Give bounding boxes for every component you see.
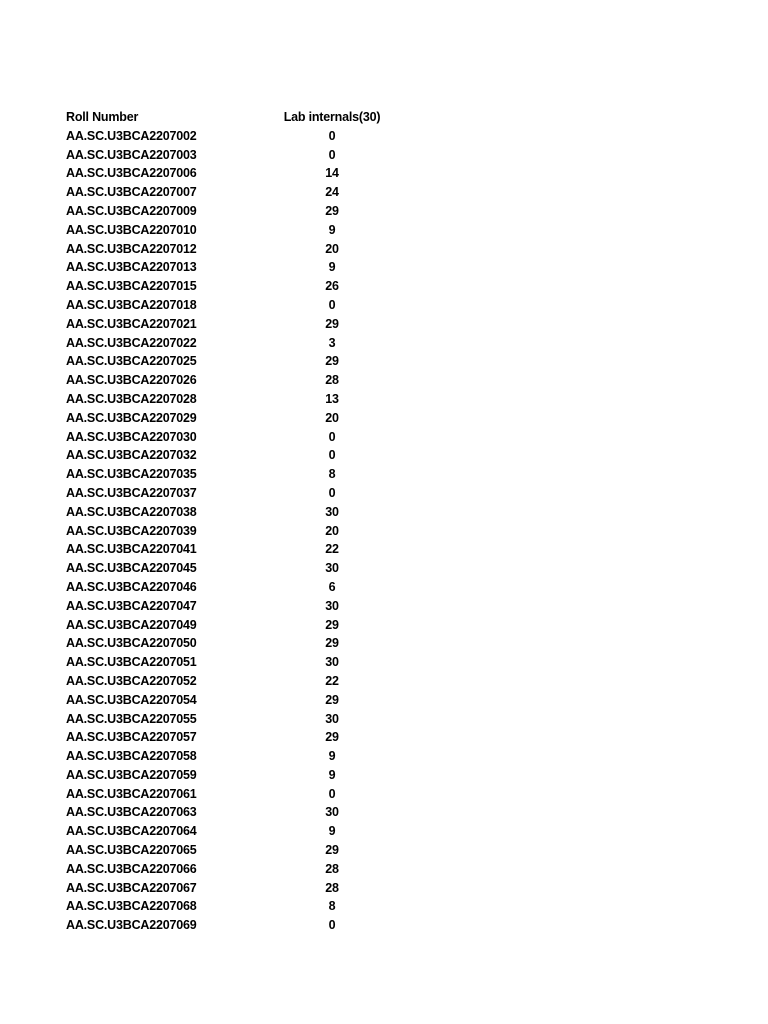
- lab-internals-cell: 9: [328, 749, 336, 764]
- lab-internals-cell: 0: [328, 786, 336, 801]
- table-row: [66, 747, 426, 766]
- roll-number-cell: AA.SC.U3BCA2207067: [66, 880, 197, 895]
- lab-internals-cell: 29: [325, 692, 339, 707]
- table-row: [66, 183, 426, 202]
- roll-number-cell: AA.SC.U3BCA2207028: [66, 391, 197, 406]
- roll-number-cell: AA.SC.U3BCA2207025: [66, 354, 197, 369]
- table-row: [66, 352, 426, 371]
- lab-internals-cell: 29: [325, 316, 339, 331]
- table-row: [66, 578, 426, 597]
- lab-internals-cell: 29: [325, 354, 339, 369]
- roll-number-cell: AA.SC.U3BCA2207049: [66, 617, 197, 632]
- lab-internals-cell: 0: [328, 918, 336, 933]
- table-row: [66, 785, 426, 804]
- lab-internals-cell: 28: [325, 373, 339, 388]
- lab-internals-cell: 29: [325, 203, 339, 218]
- roll-number-cell: AA.SC.U3BCA2207041: [66, 542, 197, 557]
- roll-number-cell: AA.SC.U3BCA2207003: [66, 147, 197, 162]
- table-row: [66, 127, 426, 146]
- roll-number-cell: AA.SC.U3BCA2207007: [66, 185, 197, 200]
- roll-number-cell: AA.SC.U3BCA2207030: [66, 429, 197, 444]
- table-row: [66, 296, 426, 315]
- table-row: [66, 653, 426, 672]
- roll-number-cell: AA.SC.U3BCA2207032: [66, 448, 197, 463]
- roll-number-cell: AA.SC.U3BCA2207059: [66, 767, 197, 782]
- lab-internals-cell: 20: [325, 410, 339, 425]
- table-row: [66, 146, 426, 165]
- lab-internals-cell: 28: [325, 880, 339, 895]
- lab-internals-cell: 0: [328, 297, 336, 312]
- roll-number-cell: AA.SC.U3BCA2207046: [66, 579, 197, 594]
- roll-number-cell: AA.SC.U3BCA2207026: [66, 373, 197, 388]
- table-row: [66, 409, 426, 428]
- table-row: [66, 691, 426, 710]
- lab-internals-cell: 13: [325, 391, 339, 406]
- table-row: [66, 672, 426, 691]
- lab-internals-cell: 0: [328, 128, 336, 143]
- table-row: [66, 428, 426, 447]
- table-row: [66, 202, 426, 221]
- table-row: [66, 371, 426, 390]
- lab-internals-cell: 0: [328, 429, 336, 444]
- roll-number-cell: AA.SC.U3BCA2207029: [66, 410, 197, 425]
- lab-internals-cell: 29: [325, 730, 339, 745]
- lab-internals-cell: 0: [328, 448, 336, 463]
- table-row: [66, 634, 426, 653]
- lab-internals-cell: 9: [328, 260, 336, 275]
- table-row: [66, 465, 426, 484]
- lab-internals-cell: 22: [325, 673, 339, 688]
- table-row: [66, 710, 426, 729]
- roll-number-cell: AA.SC.U3BCA2207022: [66, 335, 197, 350]
- table-row: [66, 879, 426, 898]
- roll-number-cell: AA.SC.U3BCA2207010: [66, 222, 197, 237]
- table-row: [66, 446, 426, 465]
- table-row: [66, 559, 426, 578]
- lab-internals-cell: 20: [325, 523, 339, 538]
- roll-number-cell: AA.SC.U3BCA2207065: [66, 843, 197, 858]
- roll-number-cell: AA.SC.U3BCA2207009: [66, 203, 197, 218]
- roll-number-cell: AA.SC.U3BCA2207064: [66, 824, 197, 839]
- table-body: [66, 127, 426, 935]
- roll-number-cell: AA.SC.U3BCA2207002: [66, 128, 197, 143]
- roll-number-cell: AA.SC.U3BCA2207021: [66, 316, 197, 331]
- table-row: [66, 822, 426, 841]
- table-row: [66, 916, 426, 935]
- lab-internals-cell: 29: [325, 617, 339, 632]
- roll-number-cell: AA.SC.U3BCA2207068: [66, 899, 197, 914]
- lab-internals-cell: 20: [325, 241, 339, 256]
- lab-internals-cell: 30: [325, 655, 339, 670]
- roll-number-cell: AA.SC.U3BCA2207066: [66, 861, 197, 876]
- roll-number-cell: AA.SC.U3BCA2207012: [66, 241, 197, 256]
- table-row: [66, 728, 426, 747]
- roll-number-cell: AA.SC.U3BCA2207051: [66, 655, 197, 670]
- lab-internals-cell: 30: [325, 711, 339, 726]
- lab-internals-cell: 29: [325, 636, 339, 651]
- table-row: [66, 484, 426, 503]
- table-row: [66, 616, 426, 635]
- table-row: [66, 841, 426, 860]
- lab-internals-cell: 9: [328, 824, 336, 839]
- lab-internals-cell: 0: [328, 147, 336, 162]
- roll-number-cell: AA.SC.U3BCA2207038: [66, 504, 197, 519]
- roll-number-cell: AA.SC.U3BCA2207052: [66, 673, 197, 688]
- lab-internals-cell: 30: [325, 561, 339, 576]
- lab-internals-cell: 24: [325, 185, 339, 200]
- table-row: [66, 597, 426, 616]
- lab-internals-cell: 30: [325, 504, 339, 519]
- lab-internals-cell: 3: [328, 335, 336, 350]
- roll-number-cell: AA.SC.U3BCA2207015: [66, 279, 197, 294]
- lab-internals-cell: 30: [325, 805, 339, 820]
- lab-internals-cell: 8: [328, 899, 336, 914]
- table-row: [66, 897, 426, 916]
- table-header-row: [66, 108, 426, 127]
- roll-number-cell: AA.SC.U3BCA2207054: [66, 692, 197, 707]
- roll-number-cell: AA.SC.U3BCA2207006: [66, 166, 197, 181]
- table-row: [66, 522, 426, 541]
- lab-internals-cell: 8: [328, 467, 336, 482]
- lab-internals-cell: 22: [325, 542, 339, 557]
- lab-internals-cell: 6: [328, 579, 336, 594]
- roll-number-cell: AA.SC.U3BCA2207035: [66, 467, 197, 482]
- roll-number-cell: AA.SC.U3BCA2207050: [66, 636, 197, 651]
- table-row: [66, 334, 426, 353]
- roll-number-cell: AA.SC.U3BCA2207045: [66, 561, 197, 576]
- table-row: [66, 164, 426, 183]
- table-row: [66, 540, 426, 559]
- lab-internals-cell: 30: [325, 598, 339, 613]
- roll-number-cell: AA.SC.U3BCA2207018: [66, 297, 197, 312]
- table-row: [66, 277, 426, 296]
- table-row: [66, 390, 426, 409]
- table-row: [66, 803, 426, 822]
- lab-internals-cell: 9: [328, 767, 336, 782]
- roll-number-cell: AA.SC.U3BCA2207069: [66, 918, 197, 933]
- lab-internals-cell: 9: [328, 222, 336, 237]
- roll-number-cell: AA.SC.U3BCA2207063: [66, 805, 197, 820]
- lab-internals-cell: 14: [325, 166, 339, 181]
- table-row: [66, 315, 426, 334]
- roll-number-cell: AA.SC.U3BCA2207055: [66, 711, 197, 726]
- lab-internals-cell: 26: [325, 279, 339, 294]
- table-row: [66, 258, 426, 277]
- roll-number-cell: AA.SC.U3BCA2207061: [66, 786, 197, 801]
- lab-internals-cell: 29: [325, 843, 339, 858]
- roll-number-cell: AA.SC.U3BCA2207013: [66, 260, 197, 275]
- table-row: [66, 503, 426, 522]
- column-header-roll-number: Roll Number: [66, 110, 139, 124]
- lab-internals-cell: 0: [328, 485, 336, 500]
- table-row: [66, 860, 426, 879]
- table-row: [66, 766, 426, 785]
- marks-table: [66, 108, 426, 935]
- roll-number-cell: AA.SC.U3BCA2207057: [66, 730, 197, 745]
- table-row: [66, 240, 426, 259]
- roll-number-cell: AA.SC.U3BCA2207058: [66, 749, 197, 764]
- roll-number-cell: AA.SC.U3BCA2207039: [66, 523, 197, 538]
- lab-internals-cell: 28: [325, 861, 339, 876]
- column-header-lab-internals: Lab internals(30): [283, 110, 381, 124]
- table-row: [66, 221, 426, 240]
- roll-number-cell: AA.SC.U3BCA2207047: [66, 598, 197, 613]
- roll-number-cell: AA.SC.U3BCA2207037: [66, 485, 197, 500]
